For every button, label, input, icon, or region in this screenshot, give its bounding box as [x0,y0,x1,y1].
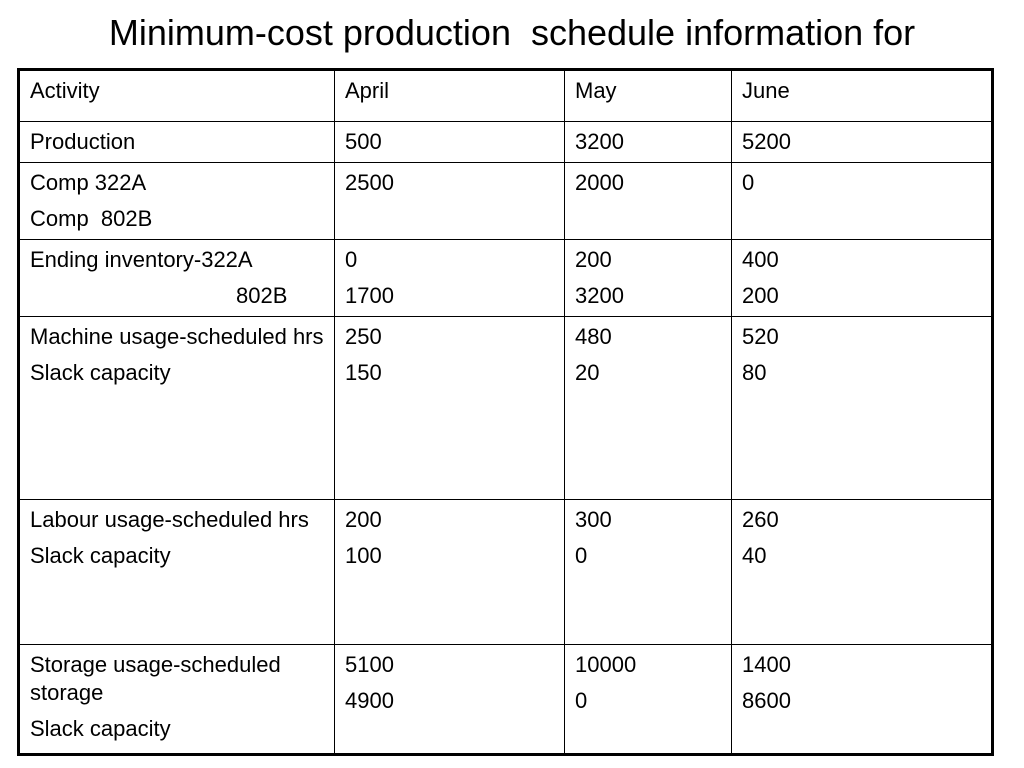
may-value: 2000 [575,170,624,195]
june-value: 5200 [742,129,791,154]
june-value: 40 [742,543,767,568]
june-value: 520 [742,324,779,349]
april-value: 250 [345,324,382,349]
april-value: 2500 [345,170,394,195]
june-cell [732,240,993,317]
april-value: 200 [345,507,382,532]
may-value: 3200 [575,129,624,154]
activity-label: Slack capacity [30,716,171,741]
may-value: 20 [575,360,600,385]
june-cell [732,500,993,645]
june-cell [732,163,993,240]
may-value: 0 [575,688,588,713]
april-value: 1700 [345,283,394,308]
header-april: April [335,70,565,122]
activity-label: Storage usage-scheduled storage [30,652,281,705]
table-row-production [19,122,993,163]
table-row-machine-usage [19,317,993,500]
may-cell [565,500,732,645]
activity-cell [19,240,335,317]
june-value: 400 [742,247,779,272]
production-schedule-table [17,68,994,756]
april-value: 4900 [345,688,394,713]
april-cell [335,317,565,500]
activity-sublabel: 802B [236,283,288,308]
may-value: 3200 [575,283,624,308]
june-value: 260 [742,507,779,532]
activity-cell [19,500,335,645]
april-cell [335,500,565,645]
activity-label: Slack capacity [30,543,171,568]
may-value: 200 [575,247,612,272]
april-value: 0 [345,247,358,272]
activity-cell [19,163,335,240]
may-value: 480 [575,324,612,349]
april-cell [335,240,565,317]
activity-label: Labour usage-scheduled hrs [30,507,309,532]
activity-label: Comp 802B [30,206,153,231]
may-cell [565,240,732,317]
april-cell [335,645,565,755]
header-activity: Activity [19,70,335,122]
header-june: June [732,70,993,122]
may-value: 10000 [575,652,637,677]
activity-cell [19,317,335,500]
activity-label: Production [30,129,136,154]
june-value: 80 [742,360,767,385]
table-row-ending-inventory [19,240,993,317]
june-cell [732,317,993,500]
table-row-components [19,163,993,240]
activity-cell [19,645,335,755]
april-value: 100 [345,543,382,568]
header-may: May [565,70,732,122]
april-value: 5100 [345,652,394,677]
june-value: 1400 [742,652,791,677]
table-header-row [19,70,993,122]
activity-cell [19,122,335,163]
april-value: 150 [345,360,382,385]
june-cell [732,645,993,755]
may-cell [565,317,732,500]
may-cell [565,645,732,755]
activity-label: Machine usage-scheduled hrs [30,324,324,349]
table-row-labour-usage [19,500,993,645]
june-value: 8600 [742,688,791,713]
april-cell [335,163,565,240]
table-row-storage-usage [19,645,993,755]
may-cell [565,163,732,240]
april-value: 500 [345,129,382,154]
slide-title: Minimum-cost production schedule information for [108,12,916,53]
june-cell [732,122,993,163]
june-value: 200 [742,283,779,308]
may-value: 0 [575,543,588,568]
may-value: 300 [575,507,612,532]
activity-label: Comp 322A [30,170,147,195]
may-cell [565,122,732,163]
activity-label: Ending inventory-322A [30,247,253,272]
april-cell [335,122,565,163]
activity-label: Slack capacity [30,360,171,385]
june-value: 0 [742,170,755,195]
